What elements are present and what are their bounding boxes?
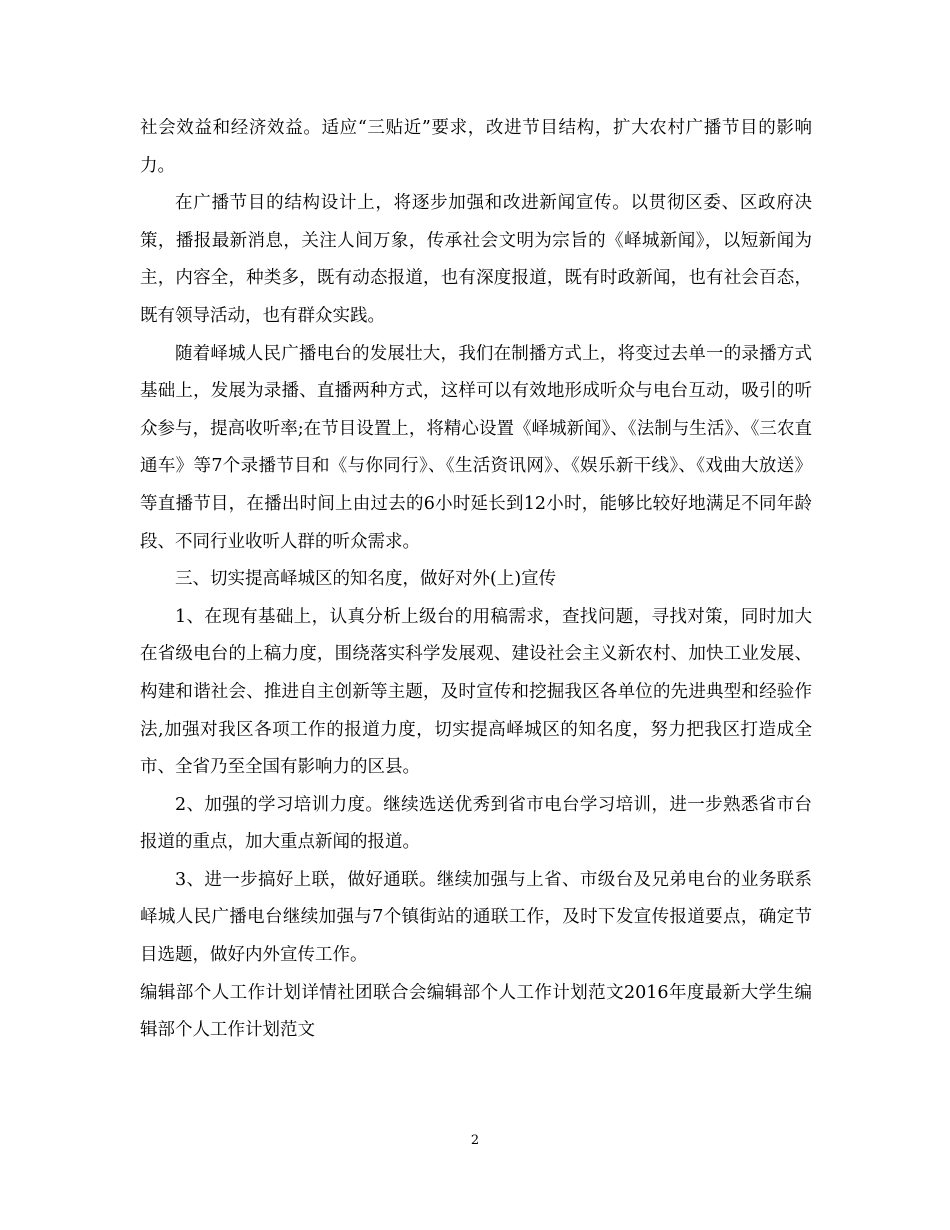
paragraph: 2、加强的学习培训力度。继续选送优秀到省市电台学习培训，进一步熟悉省市台报道的重点，加大重点新闻的报道。 — [140, 794, 812, 853]
page-number: 2 — [470, 1133, 480, 1148]
related-links-text: 编辑部个人工作计划详情社团联合会编辑部个人工作计划范文2016年度最新大学生编辑部个人工作计划范文 — [140, 982, 812, 1041]
paragraph: 社会效益和经济效益。适应“三贴近”要求，改进节目结构，扩大农村广播节目的影响力。 — [140, 118, 812, 176]
paragraph: 3、进一步搞好上联，做好通联。继续加强与上省、市级台及兄弟电台的业务联系峄城人民广播电台继续加强与7个镇街站的通联工作，及时下发宣传报道要点，确定节目选题，做好内外宣传工作。 — [140, 869, 812, 966]
document-body — [140, 110, 812, 1050]
paragraph: 1、在现有基础上，认真分析上级台的用稿需求，查找问题，寻找对策，同时加大在省级电台的上稿力度，围绕落实科学发展观、建设社会主义新农村、加快工业发展、构建和谐社会、推进自主创新等主题，及时宣传和挖掘我区各单位的先进典型和经验作法,加强对我区各项工作的报道力度，切实提高峄城区的知名度，努力把我区打造成全市、全省乃至全国有影响力的区县。 — [140, 606, 812, 778]
paragraph: 在广播节目的结构设计上，将逐步加强和改进新闻宣传。以贯彻区委、区政府决策，播报最新消息，关注人间万象，传承社会文明为宗旨的《峄城新闻》，以短新闻为主，内容全，种类多，既有动态报道，也有深度报道，既有时政新闻，也有社会百态，既有领导活动，也有群众实践。 — [140, 193, 812, 326]
paragraph: 随着峄城人民广播电台的发展壮大，我们在制播方式上，将变过去单一的录播方式基础上，发展为录播、直播两种方式，这样可以有效地形成听众与电台互动，吸引的听众参与，提高收听率;在节目设置上，将精心设置《峄城新闻》、《法制与生活》、《三农直通车》等7个录播节目和《与你同行》、《生活资讯网》、《娱乐新干线》、《戏曲大放送》等直播节目，在播出时间上由过去的6小时延长到12小时，能够比较好地满足不同年龄段、不同行业收听人群的听众需求。 — [140, 343, 812, 552]
section-heading: 三、切实提高峄城区的知名度，做好对外(上)宣传 — [175, 569, 557, 590]
